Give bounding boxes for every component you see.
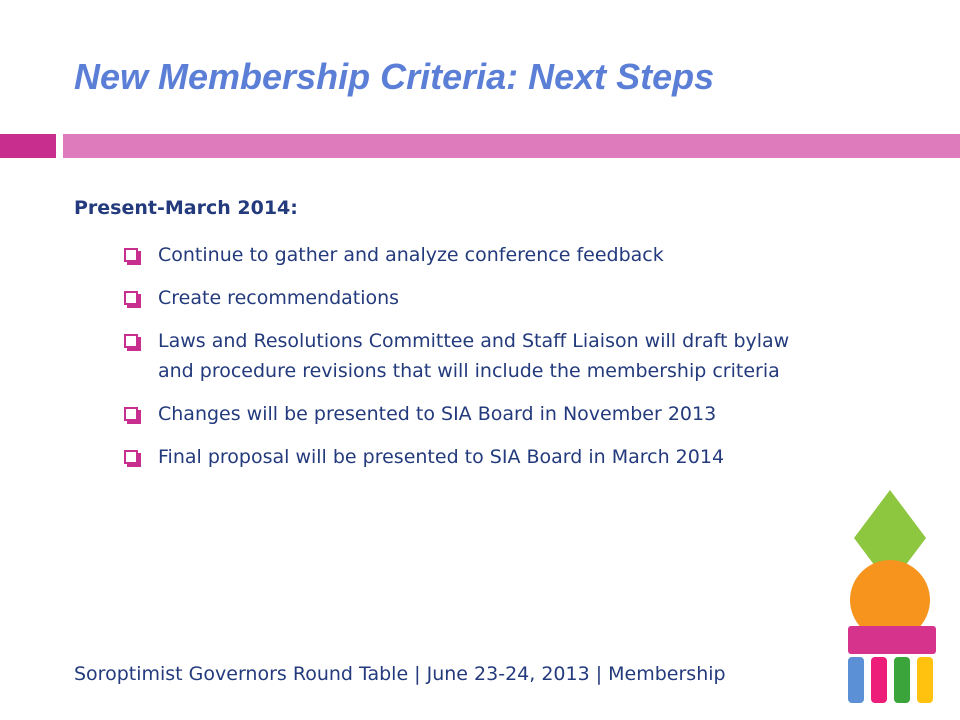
bullet-item <box>120 283 820 313</box>
bullet-item <box>120 326 820 386</box>
bullet-text: Changes will be presented to SIA Board in November 2013 <box>158 403 717 425</box>
checkbox-square-icon <box>124 450 138 464</box>
logo-stripe-yellow <box>917 657 933 703</box>
soroptimist-blocks-logo <box>842 488 942 710</box>
slide-title: New Membership Criteria: Next Steps <box>74 56 715 97</box>
logo-bar <box>848 626 936 654</box>
checkbox-square-icon <box>124 248 138 262</box>
checkbox-square-icon <box>124 407 138 421</box>
section-heading: Present-March 2014: <box>74 197 298 219</box>
accent-bar-right <box>63 134 960 158</box>
checkbox-square-icon <box>124 334 138 348</box>
bullet-text: Final proposal will be presented to SIA Board in March 2014 <box>158 446 725 468</box>
bullet-list <box>120 240 820 485</box>
logo-stripe-blue <box>848 657 864 703</box>
bullet-item <box>120 240 820 270</box>
accent-bar-left <box>0 134 56 158</box>
bullet-item <box>120 399 820 429</box>
bullet-text: Create recommendations <box>158 287 400 309</box>
checkbox-square-icon <box>124 291 138 305</box>
bullet-text: Continue to gather and analyze conference feedback <box>158 244 664 266</box>
logo-stripe-pink <box>871 657 887 703</box>
footer-text: Soroptimist Governors Round Table | June 23-24, 2013 | Membership <box>74 663 726 685</box>
bullet-text: Laws and Resolutions Committee and Staff Liaison will draft bylaw and procedure revisions that will include the membership criteria <box>158 330 790 382</box>
bullet-item <box>120 442 820 472</box>
logo-stripe-green <box>894 657 910 703</box>
